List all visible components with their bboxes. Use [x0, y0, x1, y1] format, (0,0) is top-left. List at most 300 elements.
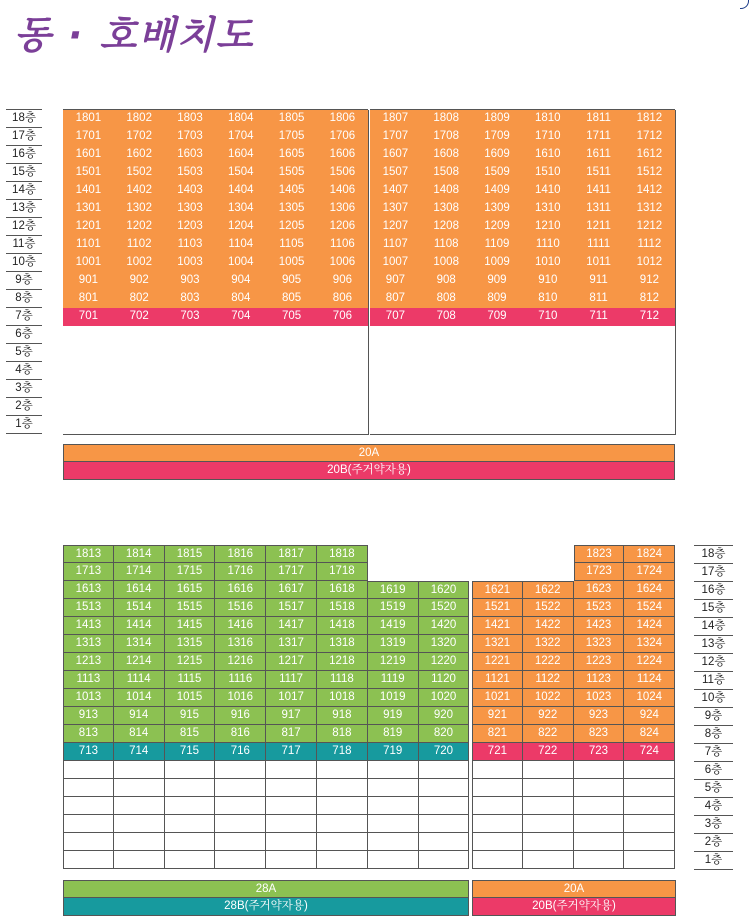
unit-cell: 903 [165, 272, 217, 291]
floor-label: 11층 [694, 672, 733, 690]
unit-cell: 1817 [266, 545, 317, 563]
unit-cell: 1516 [215, 599, 266, 617]
unit-cell: 1816 [215, 545, 266, 563]
unit-cell: 720 [419, 743, 470, 761]
unit-cell: 1711 [573, 128, 625, 147]
floor-label: 5층 [694, 780, 733, 798]
empty-cell [63, 362, 115, 381]
empty-cell [419, 797, 470, 815]
unit-cell: 1712 [624, 128, 676, 147]
unit-cell: 917 [266, 707, 317, 725]
unit-cell: 1623 [574, 581, 625, 599]
unit-cell: 1620 [419, 581, 470, 599]
empty-cell [317, 344, 369, 363]
unit-cell: 910 [522, 272, 574, 291]
unit-cell: 1216 [215, 653, 266, 671]
unit-cell: 1519 [368, 599, 419, 617]
unit-cell: 709 [472, 308, 524, 327]
empty-cell [165, 833, 216, 851]
unit-cell: 1423 [574, 617, 625, 635]
empty-cell [573, 362, 625, 381]
unit-cell: 713 [63, 743, 114, 761]
floor-label: 8층 [6, 290, 42, 308]
unit-cell: 1317 [266, 635, 317, 653]
empty-cell [165, 362, 217, 381]
unit-cell: 921 [472, 707, 523, 725]
empty-cell [472, 815, 523, 833]
unit-cell: 1723 [574, 563, 625, 581]
empty-cell [421, 398, 473, 417]
unit-cell: 1415 [165, 617, 216, 635]
unit-cell: 1612 [624, 146, 676, 165]
unit-cell: 1312 [624, 200, 676, 219]
empty-cell [266, 761, 317, 779]
unit-cell: 1201 [63, 218, 115, 237]
unit-cell: 1709 [472, 128, 524, 147]
empty-cell [472, 779, 523, 797]
unit-cell: 1603 [165, 146, 217, 165]
unit-cell: 1205 [266, 218, 318, 237]
unit-cell: 818 [317, 725, 368, 743]
unit-cell: 922 [523, 707, 574, 725]
floor-label: 1층 [694, 852, 733, 870]
empty-cell [63, 851, 114, 869]
unit-cell: 1303 [165, 200, 217, 219]
unit-cell: 901 [63, 272, 115, 291]
empty-cell [215, 833, 266, 851]
floor-label: 13층 [6, 200, 42, 218]
unit-cell: 1118 [317, 671, 368, 689]
unit-cell: 1713 [63, 563, 114, 581]
unit-cell: 1315 [165, 635, 216, 653]
unit-cell: 915 [165, 707, 216, 725]
unit-cell: 1223 [574, 653, 625, 671]
unit-cell: 1815 [165, 545, 216, 563]
empty-cell [317, 416, 369, 435]
unit-cell: 1117 [266, 671, 317, 689]
unit-cell: 1103 [165, 236, 217, 255]
floor-label: 7층 [694, 744, 733, 762]
unit-cell: 1318 [317, 635, 368, 653]
unit-cell: 711 [573, 308, 625, 327]
unit-cell: 717 [266, 743, 317, 761]
unit-cell: 721 [472, 743, 523, 761]
unit-cell: 1204 [215, 218, 267, 237]
empty-cell [266, 416, 318, 435]
unit-cell: 1222 [523, 653, 574, 671]
empty-cell [419, 815, 470, 833]
empty-cell [215, 815, 266, 833]
unit-cell: 1610 [522, 146, 574, 165]
bottom-legend-28b: 28B(주거약자용) [63, 898, 469, 916]
unit-cell: 1322 [523, 635, 574, 653]
unit-cell: 1024 [624, 689, 675, 707]
unit-cell: 1314 [114, 635, 165, 653]
unit-cell: 1724 [624, 563, 675, 581]
unit-cell: 701 [63, 308, 115, 327]
top-building-right-grid [370, 109, 675, 434]
unit-cell: 1417 [266, 617, 317, 635]
unit-cell: 1509 [472, 164, 524, 183]
empty-cell [165, 326, 217, 345]
unit-cell: 1107 [370, 236, 422, 255]
empty-cell [573, 344, 625, 363]
unit-cell: 904 [215, 272, 267, 291]
empty-cell [421, 416, 473, 435]
empty-cell [114, 815, 165, 833]
unit-cell: 1121 [472, 671, 523, 689]
empty-cell [266, 326, 318, 345]
empty-cell [114, 344, 166, 363]
unit-cell: 1812 [624, 110, 676, 129]
empty-cell [523, 851, 574, 869]
empty-cell [165, 761, 216, 779]
empty-cell [165, 851, 216, 869]
unit-cell: 908 [421, 272, 473, 291]
unit-cell: 1611 [573, 146, 625, 165]
unit-cell: 1017 [266, 689, 317, 707]
unit-cell: 1202 [114, 218, 166, 237]
unit-cell: 702 [114, 308, 166, 327]
unit-cell: 1716 [215, 563, 266, 581]
unit-cell: 1112 [624, 236, 676, 255]
unit-cell: 1006 [317, 254, 369, 273]
unit-cell: 1210 [522, 218, 574, 237]
floor-labels-bottom [694, 545, 733, 870]
empty-cell [114, 362, 166, 381]
unit-cell: 1714 [114, 563, 165, 581]
unit-cell: 1621 [472, 581, 523, 599]
unit-cell: 1801 [63, 110, 115, 129]
empty-cell [114, 779, 165, 797]
top-building-left-grid [63, 109, 368, 434]
bottom-legend-28a: 28A [63, 880, 469, 898]
unit-cell: 1403 [165, 182, 217, 201]
empty-cell [522, 326, 574, 345]
bottom-building-left-grid [63, 545, 469, 870]
empty-cell [215, 398, 267, 417]
empty-cell [114, 851, 165, 869]
unit-cell: 1022 [523, 689, 574, 707]
unit-cell: 1319 [368, 635, 419, 653]
unit-cell: 1823 [574, 545, 625, 563]
unit-cell: 1718 [317, 563, 368, 581]
unit-cell: 1622 [523, 581, 574, 599]
unit-cell: 812 [624, 290, 676, 309]
floor-label: 18층 [694, 546, 733, 564]
unit-cell: 1504 [215, 164, 267, 183]
unit-cell: 1521 [472, 599, 523, 617]
unit-cell: 805 [266, 290, 318, 309]
unit-cell: 1219 [368, 653, 419, 671]
unit-cell: 1020 [419, 689, 470, 707]
unit-cell: 810 [522, 290, 574, 309]
empty-cell [624, 851, 675, 869]
unit-cell: 1508 [421, 164, 473, 183]
floor-label: 9층 [694, 708, 733, 726]
unit-cell: 1505 [266, 164, 318, 183]
empty-cell [215, 344, 267, 363]
unit-cell: 1805 [266, 110, 318, 129]
unit-cell: 1224 [624, 653, 675, 671]
empty-cell [368, 797, 419, 815]
floor-label: 14층 [6, 182, 42, 200]
empty-cell [317, 833, 368, 851]
unit-cell: 1212 [624, 218, 676, 237]
floor-label: 17층 [6, 128, 42, 146]
unit-cell: 1605 [266, 146, 318, 165]
floor-label: 12층 [6, 218, 42, 236]
empty-cell [114, 398, 166, 417]
empty-cell [63, 779, 114, 797]
unit-cell: 1105 [266, 236, 318, 255]
empty-cell [165, 344, 217, 363]
floor-label: 15층 [694, 600, 733, 618]
empty-cell [472, 851, 523, 869]
empty-cell [624, 380, 676, 399]
unit-cell: 1808 [421, 110, 473, 129]
floor-label: 4층 [694, 798, 733, 816]
unit-cell: 715 [165, 743, 216, 761]
empty-cell [215, 416, 267, 435]
empty-cell [472, 344, 524, 363]
unit-cell: 1217 [266, 653, 317, 671]
unit-cell: 819 [368, 725, 419, 743]
unit-cell: 1302 [114, 200, 166, 219]
empty-cell [215, 380, 267, 399]
unit-cell: 1015 [165, 689, 216, 707]
unit-cell: 1515 [165, 599, 216, 617]
unit-cell: 1422 [523, 617, 574, 635]
unit-cell: 1113 [63, 671, 114, 689]
empty-cell [317, 380, 369, 399]
empty-cell [370, 344, 422, 363]
empty-cell [63, 761, 114, 779]
empty-cell [63, 833, 114, 851]
unit-cell: 1710 [522, 128, 574, 147]
empty-cell [368, 761, 419, 779]
unit-cell: 1702 [114, 128, 166, 147]
unit-cell: 1424 [624, 617, 675, 635]
empty-cell [523, 797, 574, 815]
unit-cell: 816 [215, 725, 266, 743]
empty-cell [317, 761, 368, 779]
empty-cell [266, 362, 318, 381]
unit-cell: 919 [368, 707, 419, 725]
unit-cell: 1120 [419, 671, 470, 689]
unit-cell: 801 [63, 290, 115, 309]
unit-cell: 1809 [472, 110, 524, 129]
unit-cell: 1307 [370, 200, 422, 219]
unit-cell: 1609 [472, 146, 524, 165]
unit-cell: 1619 [368, 581, 419, 599]
unit-cell: 1518 [317, 599, 368, 617]
unit-cell: 1304 [215, 200, 267, 219]
unit-cell: 814 [114, 725, 165, 743]
unit-cell: 707 [370, 308, 422, 327]
empty-cell [574, 761, 625, 779]
unit-cell: 1108 [421, 236, 473, 255]
bottom-legend-20a: 20A [472, 880, 676, 898]
empty-cell [522, 380, 574, 399]
unit-cell: 1607 [370, 146, 422, 165]
unit-cell: 1002 [114, 254, 166, 273]
unit-cell: 1003 [165, 254, 217, 273]
unit-cell: 1316 [215, 635, 266, 653]
floor-label: 12층 [694, 654, 733, 672]
floor-label: 16층 [694, 582, 733, 600]
unit-cell: 905 [266, 272, 318, 291]
empty-cell [370, 398, 422, 417]
empty-cell [114, 380, 166, 399]
empty-cell [114, 416, 166, 435]
unit-cell: 1404 [215, 182, 267, 201]
empty-cell [266, 380, 318, 399]
unit-cell: 1813 [63, 545, 114, 563]
empty-cell [624, 326, 676, 345]
unit-cell: 1402 [114, 182, 166, 201]
empty-cell [165, 416, 217, 435]
empty-cell [63, 416, 115, 435]
unit-cell: 1507 [370, 164, 422, 183]
empty-cell [114, 833, 165, 851]
empty-cell [266, 851, 317, 869]
empty-cell [624, 815, 675, 833]
empty-cell [215, 797, 266, 815]
unit-cell: 1023 [574, 689, 625, 707]
unit-cell: 1412 [624, 182, 676, 201]
empty-cell [317, 326, 369, 345]
unit-cell: 1706 [317, 128, 369, 147]
unit-cell: 1208 [421, 218, 473, 237]
empty-cell [574, 851, 625, 869]
empty-cell [63, 326, 115, 345]
empty-cell [266, 398, 318, 417]
unit-cell: 708 [421, 308, 473, 327]
empty-cell [266, 815, 317, 833]
unit-cell: 1420 [419, 617, 470, 635]
empty-cell [421, 326, 473, 345]
unit-cell: 1407 [370, 182, 422, 201]
unit-cell: 1602 [114, 146, 166, 165]
unit-cell: 1410 [522, 182, 574, 201]
unit-cell: 815 [165, 725, 216, 743]
unit-cell: 916 [215, 707, 266, 725]
empty-cell [317, 779, 368, 797]
empty-cell [317, 851, 368, 869]
unit-cell: 1617 [266, 581, 317, 599]
empty-cell [624, 833, 675, 851]
unit-cell: 1520 [419, 599, 470, 617]
empty-cell [114, 326, 166, 345]
floor-label: 9층 [6, 272, 42, 290]
empty-cell [472, 362, 524, 381]
unit-cell: 1102 [114, 236, 166, 255]
empty-cell [624, 398, 676, 417]
unit-cell: 1618 [317, 581, 368, 599]
unit-cell: 906 [317, 272, 369, 291]
unit-cell: 1717 [266, 563, 317, 581]
empty-cell [421, 380, 473, 399]
unit-cell: 811 [573, 290, 625, 309]
floor-label: 13층 [694, 636, 733, 654]
unit-cell: 803 [165, 290, 217, 309]
unit-cell: 1008 [421, 254, 473, 273]
empty-cell [368, 779, 419, 797]
unit-cell: 1001 [63, 254, 115, 273]
unit-cell: 1511 [573, 164, 625, 183]
empty-cell [472, 761, 523, 779]
empty-cell [370, 380, 422, 399]
unit-cell: 1512 [624, 164, 676, 183]
floor-label: 7층 [6, 308, 42, 326]
unit-cell: 1608 [421, 146, 473, 165]
unit-cell: 1115 [165, 671, 216, 689]
empty-cell [215, 761, 266, 779]
empty-cell [165, 380, 217, 399]
empty-cell [215, 851, 266, 869]
unit-cell: 806 [317, 290, 369, 309]
unit-cell: 1203 [165, 218, 217, 237]
empty-cell [419, 851, 470, 869]
unit-cell: 1106 [317, 236, 369, 255]
empty-cell [114, 761, 165, 779]
unit-cell: 1011 [573, 254, 625, 273]
unit-cell: 913 [63, 707, 114, 725]
empty-cell [215, 326, 267, 345]
unit-cell: 1013 [63, 689, 114, 707]
unit-cell: 918 [317, 707, 368, 725]
unit-cell: 1411 [573, 182, 625, 201]
empty-cell [63, 380, 115, 399]
empty-cell [317, 362, 369, 381]
bottom-legend-20b: 20B(주거약자용) [472, 898, 676, 916]
unit-cell: 923 [574, 707, 625, 725]
empty-cell [368, 815, 419, 833]
unit-cell: 1513 [63, 599, 114, 617]
unit-cell: 902 [114, 272, 166, 291]
unit-cell: 1321 [472, 635, 523, 653]
unit-cell: 817 [266, 725, 317, 743]
unit-cell: 704 [215, 308, 267, 327]
unit-cell: 716 [215, 743, 266, 761]
empty-cell [472, 326, 524, 345]
empty-cell [624, 797, 675, 815]
unit-cell: 1810 [522, 110, 574, 129]
unit-cell: 718 [317, 743, 368, 761]
empty-cell [472, 380, 524, 399]
empty-cell [522, 362, 574, 381]
empty-cell [522, 398, 574, 417]
empty-cell [472, 398, 524, 417]
unit-cell: 1517 [266, 599, 317, 617]
unit-cell: 1021 [472, 689, 523, 707]
empty-cell [523, 815, 574, 833]
empty-cell [63, 344, 115, 363]
unit-cell: 1802 [114, 110, 166, 129]
unit-cell: 1421 [472, 617, 523, 635]
empty-cell [165, 815, 216, 833]
unit-cell: 1701 [63, 128, 115, 147]
empty-cell [523, 779, 574, 797]
corner-mark [740, 0, 749, 9]
unit-cell: 1206 [317, 218, 369, 237]
empty-cell [523, 833, 574, 851]
unit-cell: 1419 [368, 617, 419, 635]
unit-cell: 914 [114, 707, 165, 725]
empty-cell [574, 797, 625, 815]
empty-cell [624, 362, 676, 381]
